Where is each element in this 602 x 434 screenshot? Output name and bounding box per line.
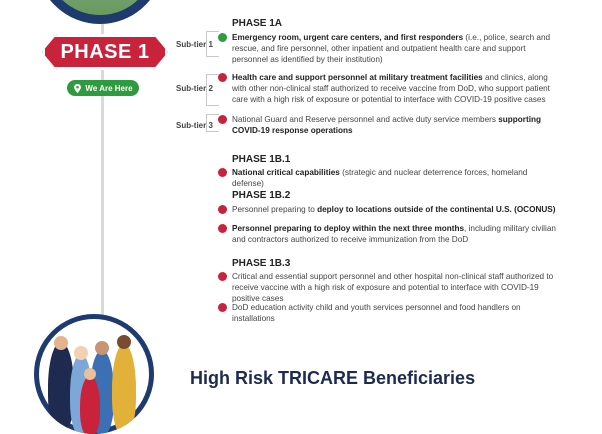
phase-1b1-item: National critical capabilities (strategic and nuclear deterrence forces, homeland defense) bbox=[218, 167, 558, 189]
circle-bullet-icon bbox=[218, 303, 227, 312]
circle-bullet-icon bbox=[218, 33, 227, 42]
we-are-here-label: We Are Here bbox=[85, 83, 133, 93]
subtier-1-label: Sub-tier 1 bbox=[176, 40, 213, 49]
beneficiaries-medallion-image bbox=[34, 314, 154, 434]
phase-1b2-item: Personnel preparing to deploy to locations outside of the continental U.S. (OCONUS) bbox=[218, 204, 558, 215]
phase-1a-item: National Guard and Reserve personnel and active duty service members supporting COVID-19 response operations bbox=[218, 114, 558, 136]
phase-badge bbox=[42, 34, 168, 70]
phase-1b3-item: Critical and essential support personnel and other hospital non-clinical staff authorized to receive vaccine with a high risk of exposure and potential to interface with COVID-19 positive cases bbox=[218, 271, 558, 304]
circle-bullet-icon bbox=[218, 115, 227, 124]
phase-1a-item: Health care and support personnel at military treatment facilities and clinics, along with other non-clinical staff authorized to receive vaccine from DoD, who support patient care with a high risk of exposure or potential to interface with COVID-19 positive cases bbox=[218, 72, 558, 105]
we-are-here-pill bbox=[67, 80, 139, 96]
section-title: High Risk TRICARE Beneficiaries bbox=[190, 368, 476, 388]
circle-bullet-icon bbox=[218, 168, 227, 177]
phase-1b2-item: Personnel preparing to deploy within the next three months, including military civilian and contractors authorized to receive immunization from the DoD bbox=[218, 223, 558, 245]
circle-bullet-icon bbox=[218, 73, 227, 82]
phase-1b2-heading: PHASE 1B.2 bbox=[232, 190, 291, 201]
phase-badge-label: PHASE 1 bbox=[60, 40, 150, 63]
circle-bullet-icon bbox=[218, 272, 227, 281]
top-medallion-image bbox=[34, 0, 164, 26]
subtier-2-label: Sub-tier 2 bbox=[176, 84, 213, 93]
circle-bullet-icon bbox=[218, 224, 227, 233]
map-pin-icon bbox=[73, 84, 82, 93]
phase-1a-item: Emergency room, urgent care centers, and first responders (i.e., police, search and rescue, and fire personnel, other inpatient and outpatient health care and support personnel as identified by their institution) bbox=[218, 32, 558, 65]
phase-1a-heading: PHASE 1A bbox=[232, 18, 283, 29]
phase-1b3-item: DoD education activity child and youth services personnel and food handlers on installations bbox=[218, 302, 558, 324]
subtier-3-label: Sub-tier 3 bbox=[176, 121, 213, 130]
phase-1b1-heading: PHASE 1B.1 bbox=[232, 154, 291, 165]
phase-1b3-heading: PHASE 1B.3 bbox=[232, 258, 291, 269]
circle-bullet-icon bbox=[218, 205, 227, 214]
